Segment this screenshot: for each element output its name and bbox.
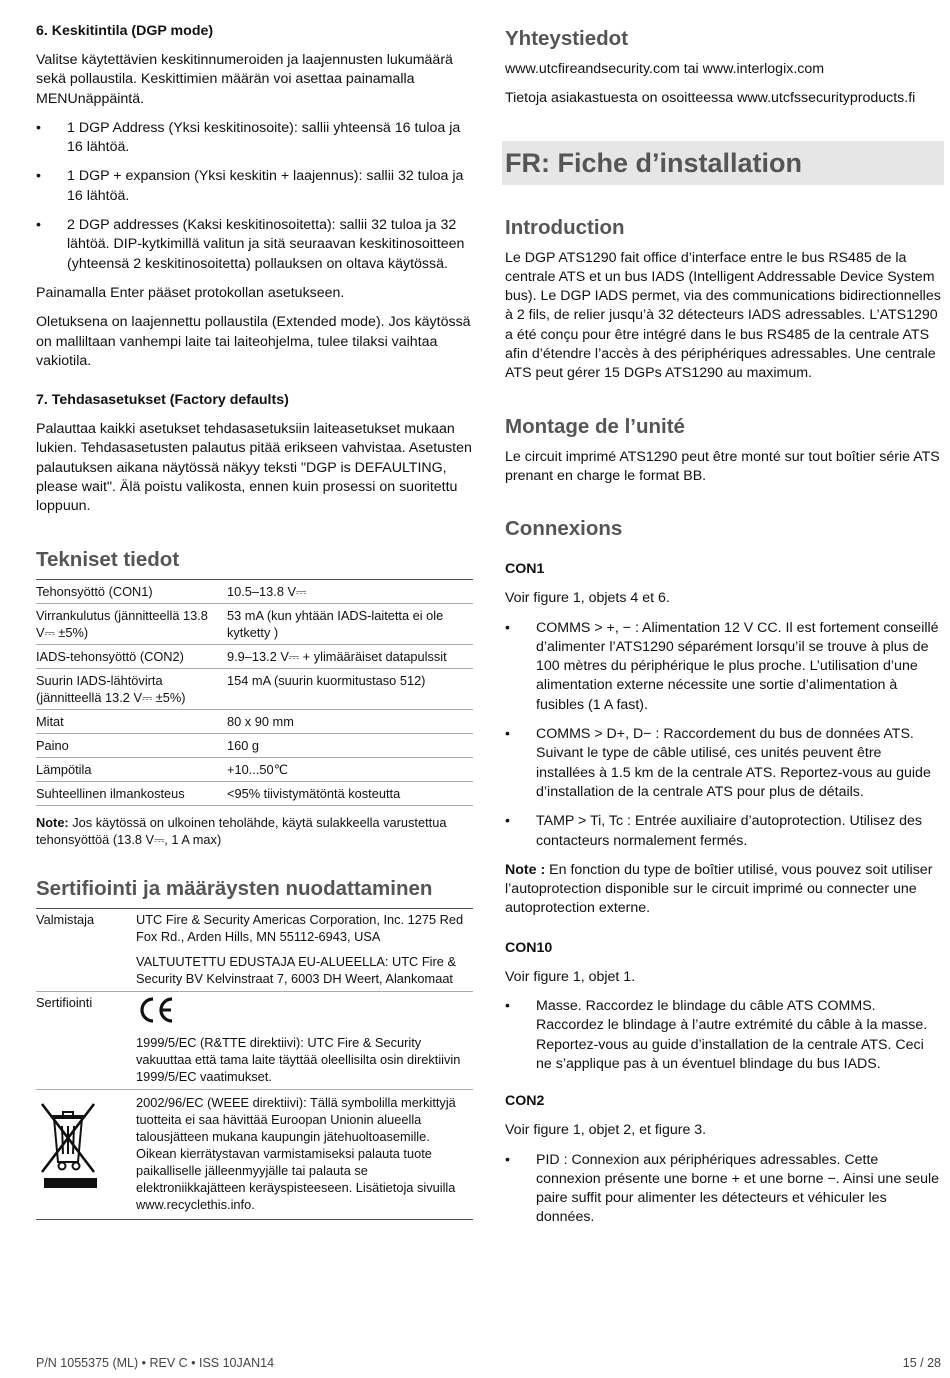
note-label: Note:	[36, 814, 69, 830]
con2-list	[505, 1151, 941, 1228]
spec-label: Virrankulutus (jännitteellä 13.8 V⎓ ±5%)	[36, 603, 227, 644]
con2-ref: Voir figure 1, objet 2, et figure 3.	[505, 1122, 707, 1139]
spec-value: 9.9–13.2 V⎓ + ylimääräiset datapulssit	[227, 644, 473, 668]
list-item: • COMMS > +, − : Alimentation 12 V CC. Il est fortement conseillé d’alimenter l’ATS1290 séparément lorsqu’il se trouve à plus de 100 mètres du périphérique le plus proche. L’utilisation d’une alimentation externe nécessite une sortie d’alimentation à fusibles (1 A fast).	[505, 619, 941, 715]
section-7-body: Palauttaa kaikki asetukset tehdasasetuksiin laiteasetukset mukaan lukien. Tehdasasetusten palautus pitää erikseen vahvistaa. Asetusten palautuksen aikana näytössä näkyy teksti "DGP is DEFAULTING, please wait". Älä poistu valikosta, ennen kuin prosessi on suoritettu loppuun.	[36, 421, 472, 515]
spec-value: 160 g	[227, 733, 473, 757]
con10-ref: Voir figure 1, objet 1.	[505, 968, 636, 985]
con1-ref: Voir figure 1, objets 4 et 6.	[505, 590, 670, 607]
spec-value: 10.5–13.8 V⎓	[227, 579, 473, 603]
right-column	[505, 26, 941, 1238]
footer-part-number: P/N 1055375 (ML) • REV C • ISS 10JAN14	[36, 1356, 275, 1370]
certification-title: Sertifiointi ja määräysten nuodattaminen	[36, 876, 433, 900]
tech-note	[36, 814, 473, 848]
table-row	[36, 757, 473, 781]
table-row	[36, 644, 473, 668]
con1-list	[505, 619, 941, 851]
table-row	[36, 579, 473, 603]
weee-text: 2002/96/EC (WEEE direktiivi): Tällä symbolilla merkittyjä tuotteita ei saa hävittää Euroopan Unionin alueella talousjätteen mukana kaupungin jätehuoltoasemille. Oikean kierrätystavan varmistamiseksi palauta tuote paikalliselle jälleenmyyjälle tai palauta se elektroniikkajätteen keräyspisteeseen. Lisätietoja sivuilla www.recyclethis.info.	[136, 1089, 473, 1219]
tech-specs-table	[36, 579, 473, 806]
con10-list	[505, 997, 941, 1074]
section-6-title: 6. Keskitintila (DGP mode)	[36, 23, 214, 39]
list-item: • 2 DGP addresses (Kaksi keskitinosoitetta): sallii 32 tuloa ja 32 lähtöä. DIP-kytkimillä valitun ja sitä seuraavan keskitinosoitteen (yhteensä 2 keskitinosoitetta) pollauksen on oltava käytössä.	[36, 216, 473, 274]
connections-title: Connexions	[505, 517, 623, 541]
note-text: Jos käytössä on ulkoinen teholähde, käytä sulakkeella varustettua tehonsyöttöä (13.8 V⎓, 1 A max)	[36, 814, 447, 847]
con1-title: CON1	[505, 561, 545, 578]
note-text: En fonction du type de boîtier utilisé, vous pouvez soit utiliser l’autoprotection disponible sur le circuit imprimé ou connecter une autoprotection externe.	[505, 861, 933, 917]
rtte-text: 1999/5/EC (R&TTE direktiivi): UTC Fire & Security vakuuttaa että tama laite täyttää oleellisilta osin direktiivin 1999/5/EC vaatimukset.	[136, 1034, 461, 1084]
spec-label: Mitat	[36, 709, 227, 733]
manufacturer-label: Valmistaja	[36, 911, 95, 927]
spec-value: <95% tiivistymätöntä kosteutta	[227, 781, 473, 805]
spec-label: Tehonsyöttö (CON1)	[36, 579, 227, 603]
dgp-mode-list	[36, 119, 473, 274]
manufacturer-address: UTC Fire & Security Americas Corporation, Inc. 1275 Red Fox Rd., Arden Hills, MN 55112-6943, USA	[136, 911, 464, 944]
spec-label: Lämpötila	[36, 757, 227, 781]
intro-title: Introduction	[505, 215, 625, 239]
spec-label: IADS-tehonsyöttö (CON2)	[36, 644, 227, 668]
contact-websites: www.utcfireandsecurity.com tai www.interlogix.com	[505, 61, 825, 77]
spec-value: +10...50℃	[227, 757, 473, 781]
ce-mark-cell	[136, 991, 473, 1032]
list-item: • TAMP > Ti, Tc : Entrée auxiliaire d’autoprotection. Utilisez des contacteurs normalement fermés.	[505, 812, 941, 851]
ce-mark-icon	[136, 996, 176, 1024]
list-item: • PID : Connexion aux périphériques adressables. Cette connexion présente une borne + et une borne −. Ainsi une seule paire suffit pour alimenter les détecteurs et véhiculer les données.	[505, 1151, 941, 1228]
french-section-title: FR: Fiche d’installation	[505, 147, 803, 178]
con10-title: CON10	[505, 939, 553, 956]
table-row	[36, 781, 473, 805]
list-item: • COMMS > D+, D− : Raccordement du bus de données ATS. Suivant le type de câble utilisé, ces unités peuvent être installées à 1.5 km de la centrale ATS. Reportez-vous au guide d’installation de la centrale ATS pour plus de détails.	[505, 725, 941, 802]
french-section-banner	[502, 141, 944, 185]
spec-value: 154 mA (suurin kuormitustaso 512)	[227, 668, 473, 709]
eu-representative: VALTUUTETTU EDUSTAJA EU-ALUEELLA: UTC Fire & Security BV Kelvinstraat 7, 6003 DH Weert, Alankomaat	[136, 953, 456, 986]
note-label: Note :	[505, 861, 546, 878]
section-6-default: Oletuksena on laajennettu pollaustila (Extended mode). Jos käytössä on malliltaan vanhempi laite tai laiteohjelma, tulee tilaksi vaihtaa vakiotila.	[36, 314, 471, 369]
list-item: • 1 DGP + expansion (Yksi keskitin + laajennus): sallii 32 tuloa ja 16 lähtöä.	[36, 167, 473, 206]
intro-body: Le DGP ATS1290 fait office d’interface entre le bus RS485 de la centrale ATS et un bus IADS (Intelligent Addressable Device System bus). Le DGP IADS permet, via des communications bidirectionnelles à 2 fils, de relier jusqu’à 32 détecteurs IADS adressables. L’ATS1290 a été conçu pour être intégré dans le bus RS485 de la centrale ATS afin d’étendre l’accès à des périphériques adressables. Une centrale ATS peut gérer 15 DGPs ATS1290 au maximum.	[505, 249, 941, 382]
contact-support: Tietoja asiakastuesta on osoitteessa www.utcfssecurityproducts.fi	[505, 90, 916, 107]
section-7-title: 7. Tehdasasetukset (Factory defaults)	[36, 392, 289, 409]
contact-title: Yhteystiedot	[505, 27, 629, 50]
tech-specs-title: Tekniset tiedot	[36, 547, 180, 571]
spec-value: 80 x 90 mm	[227, 709, 473, 733]
table-row	[36, 709, 473, 733]
spec-value: 53 mA (kun yhtään IADS-laitetta ei ole kytketty )	[227, 603, 473, 644]
table-row	[36, 603, 473, 644]
footer-page-number: 15 / 28	[902, 1356, 941, 1370]
con1-note	[505, 861, 941, 919]
con2-title: CON2	[505, 1093, 545, 1110]
mounting-title: Montage de l’unité	[505, 414, 685, 438]
mounting-body: Le circuit imprimé ATS1290 peut être monté sur tout boîtier série ATS prenant en charge le format BB.	[505, 448, 940, 484]
list-item: • 1 DGP Address (Yksi keskitinosoite): sallii yhteensä 16 tuloa ja 16 lähtöä.	[36, 119, 473, 158]
certification-table	[36, 908, 473, 1220]
table-row	[36, 733, 473, 757]
section-6-enter: Painamalla Enter pääset protokollan asetukseen.	[36, 284, 345, 301]
weee-cell	[36, 1089, 136, 1219]
spec-label: Paino	[36, 733, 227, 757]
spec-label: Suhteellinen ilmankosteus	[36, 781, 227, 805]
certification-label: Sertifiointi	[36, 991, 136, 1032]
section-6-intro: Valitse käytettävien keskitinnumeroiden ja laajennusten lukumäärä sekä pollaustila. Keskittimien määrän voi asettaa painamalla MENUnäppäintä.	[36, 52, 453, 107]
left-column	[36, 22, 473, 1220]
manufacturer-value	[136, 908, 473, 991]
list-item: • Masse. Raccordez le blindage du câble ATS COMMS. Raccordez le blindage à l’autre extrémité du câble à la masse. Reportez-vous au guide d’installation de la centrale ATS. Ceci ne s’applique pas à un éventuel blindage du bus IADS.	[505, 997, 941, 1074]
weee-bin-icon	[36, 1096, 100, 1188]
spec-label: Suurin IADS-lähtövirta (jännitteellä 13.2 V⎓ ±5%)	[36, 668, 227, 709]
table-row	[36, 668, 473, 709]
